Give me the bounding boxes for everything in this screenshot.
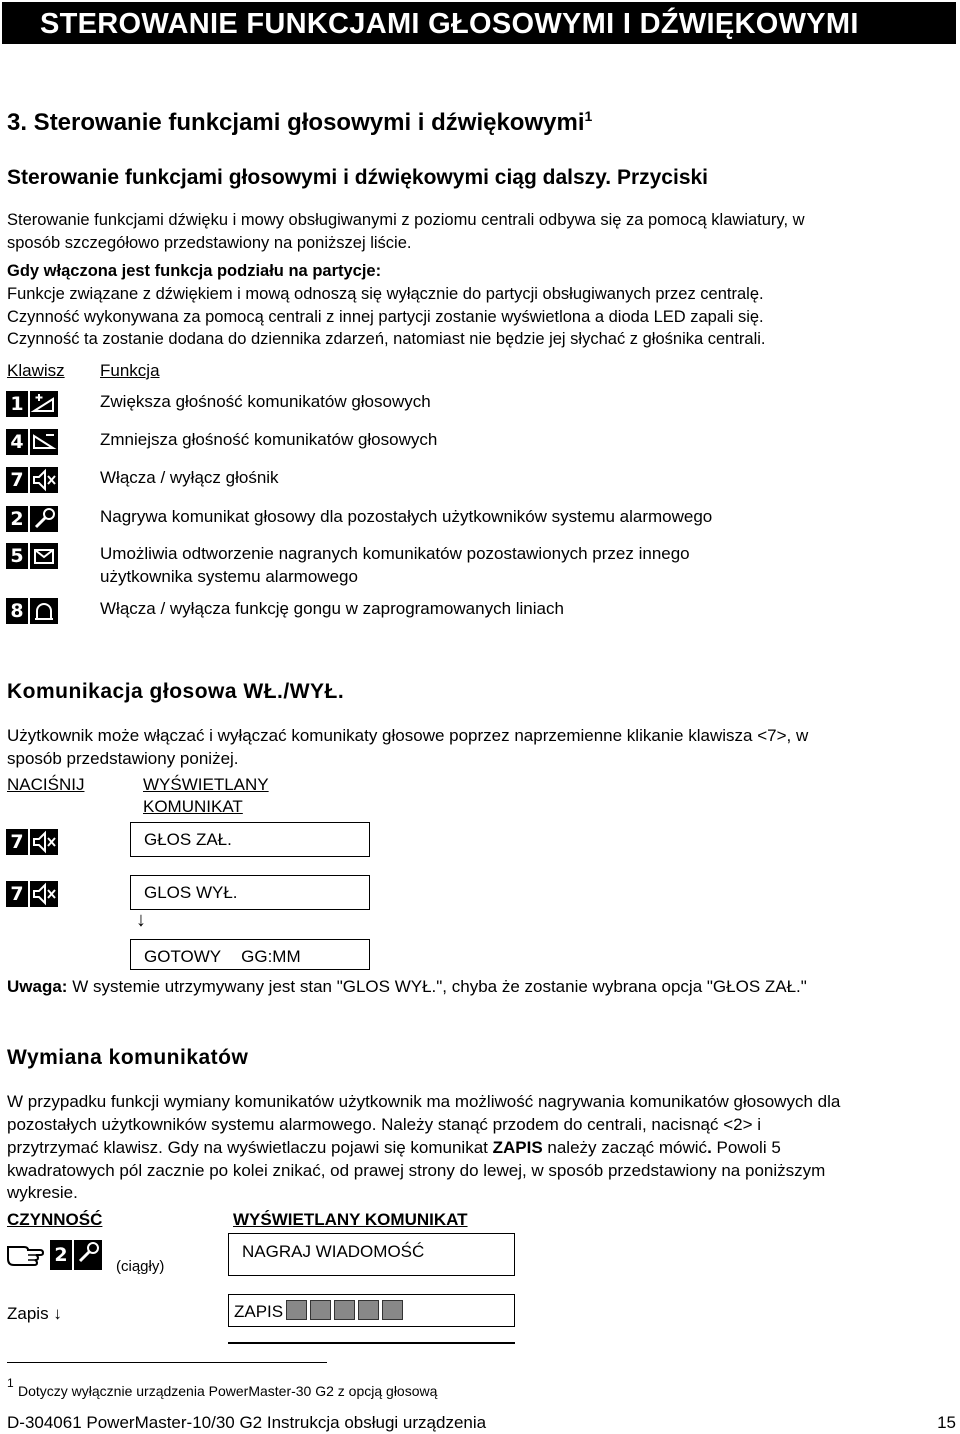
key-7-speaker [6,467,58,493]
progress-square [334,1300,355,1320]
intro-line-2: sposób szczegółowo przedstawiony na poniższej liście. [7,234,412,252]
voice-text-1: Użytkownik może włączać i wyłączać komunikaty głosowe poprzez naprzemienne klikanie klawisza <7>, w [7,726,809,745]
exchange-text-3d: . [707,1138,712,1157]
progress-square [358,1300,379,1320]
function-text: Włącza / wyłącza funkcję gongu w zaprogramowanych liniach [100,599,564,618]
footnote-ref: 1 [584,108,593,124]
microphone-icon [30,506,58,532]
volume-up-icon [30,391,58,417]
key-number: 7 [6,829,28,855]
voice-note [7,975,807,998]
progress-square [286,1300,307,1320]
speaker-mute-icon [30,467,58,493]
note-label: Uwaga: [7,977,68,996]
progress-square [310,1300,331,1320]
key-number: 5 [6,543,28,569]
footnote-rule [7,1362,327,1363]
function-text: Włącza / wyłącz głośnik [100,468,279,487]
arrow-down-icon: ↓ [136,909,146,931]
function-text: Zwiększa głośność komunikatów głosowych [100,392,431,411]
col-display-header: WYŚWIETLANY KOMUNIKAT [233,1210,468,1229]
partition-line-1: Funkcje związane z dźwiękiem i mową odnoszą się wyłącznie do partycji obsługiwanych przez centralę. [7,285,764,303]
note-text: W systemie utrzymywany jest stan "GLOS WYŁ.", chyba że zostanie wybrana opcja "GŁOS ZAŁ." [67,977,807,996]
exchange-text-3a: przytrzymać klawisz. Gdy na wyświetlaczu pojawi się komunikat [7,1138,493,1157]
press-hand-icon [6,1241,46,1269]
key-1-volume-up [6,391,58,417]
exchange-zapis: ZAPIS [492,1138,543,1157]
exchange-text-3 [7,1136,781,1159]
key-number: 8 [6,598,28,624]
intro-line-1: Sterowanie funkcjami dźwięku i mowy obsługiwanymi z poziomu centrali odbywa się za pomocą klawiatury, w [7,211,805,229]
function-text-cont: użytkownika systemu alarmowego [100,567,358,586]
exchange-text-2: pozostałych użytkowników systemu alarmowego. Należy stanąć przodem do centrali, nacisnąć <2> i [7,1115,762,1134]
key-number: 1 [6,391,28,417]
col-action-header: CZYNNOŚĆ [7,1210,103,1229]
arrow-down-icon: ↓ [53,1304,62,1323]
key-number: 7 [6,467,28,493]
col-display-header-1: WYŚWIETLANY [143,775,269,794]
display-step-3 [130,939,370,970]
col-display-header-2: KOMUNIKAT [143,797,243,816]
section-title-text: 3. Sterowanie funkcjami głosowymi i dźwiękowymi [7,109,585,136]
display-step-2: GLOS WYŁ. [130,875,370,910]
footnote-text: Dotyczy wyłącznie urządzenia PowerMaster-30 G2 z opcją głosową [18,1383,438,1399]
exchange-text-4: kwadratowych pól zacznie po kolei znikać, od prawej strony do lewej, w sposób przedstawiony na poniższym [7,1161,826,1180]
col-key-header: Klawisz [7,361,65,380]
volume-down-icon [30,429,58,455]
voice-text-2: sposób przedstawiony poniżej. [7,749,239,768]
display-zapis [228,1294,515,1327]
section-title [7,108,592,137]
page-banner [2,2,956,44]
key-number: 2 [50,1240,72,1270]
key-8-chime [6,598,58,624]
partition-heading: Gdy włączona jest funkcja podziału na partycje: [7,262,382,280]
bell-icon [30,598,58,624]
speaker-mute-icon [30,881,58,907]
action-record [7,1302,62,1325]
function-text: Nagrywa komunikat głosowy dla pozostałych użytkowników systemu alarmowego [100,507,713,526]
key-number: 2 [6,506,28,532]
exchange-heading: Wymiana komunikatów [7,1046,249,1069]
action-record-label: Zapis [7,1304,49,1323]
banner-title: STEROWANIE FUNKCJAMI GŁOSOWYMI I DŹWIĘKOWYMI [40,8,859,40]
voice-heading: Komunikacja głosowa WŁ./WYŁ. [7,680,345,703]
display-time: GG:MM [241,947,301,966]
key-5-playback [6,543,58,569]
progress-square [382,1300,403,1320]
section-subtitle: Sterowanie funkcjami głosowymi i dźwiękowymi ciąg dalszy. Przyciski [7,166,709,189]
display-zapis-text: ZAPIS [234,1302,284,1321]
progress-squares [283,1302,403,1321]
function-text: Umożliwia odtworzenie nagranych komunikatów pozostawionych przez innego [100,544,690,563]
partition-line-2: Czynność wykonywana za pomocą centrali z innej partycji zostanie wyświetlona a dioda LED zapali się. [7,308,764,326]
key-4-volume-down [6,429,58,455]
key-2-record [6,506,58,532]
exchange-text-5: wykresie. [7,1183,78,1202]
col-function-header: Funkcja [100,361,160,380]
display-ready: GOTOWY [144,947,222,966]
key-7-step1 [6,829,58,855]
exchange-text-3e: Powoli 5 [711,1138,781,1157]
key-7-step2 [6,881,58,907]
footer-doc: D-304061 PowerMaster-10/30 G2 Instrukcja obsługi urządzenia [7,1413,487,1432]
speaker-mute-icon [30,829,58,855]
hold-label: (ciągły) [116,1258,165,1275]
key-2-hold [50,1240,102,1270]
display-record-message: NAGRAJ WIADOMOŚĆ [228,1233,515,1276]
envelope-icon [30,543,58,569]
page-number: 15 [937,1413,956,1432]
exchange-text-3c: należy zacząć mówić [542,1138,708,1157]
col-press-header: NACIŚNIJ [7,775,85,794]
display-step-1: GŁOS ZAŁ. [130,822,370,857]
function-text: Zmniejsza głośność komunikatów głosowych [100,430,438,449]
partition-line-3: Czynność ta zostanie dodana do dziennika zdarzeń, natomiast nie będzie jej słychać z głośnika centrali. [7,330,766,348]
footnote-mark: 1 [7,1376,14,1390]
microphone-icon [74,1240,102,1270]
key-number: 4 [6,429,28,455]
exchange-text-1: W przypadku funkcji wymiany komunikatów użytkownik ma możliwość nagrywania komunikatów głosowych dla [7,1092,841,1111]
divider [228,1342,515,1344]
key-number: 7 [6,881,28,907]
